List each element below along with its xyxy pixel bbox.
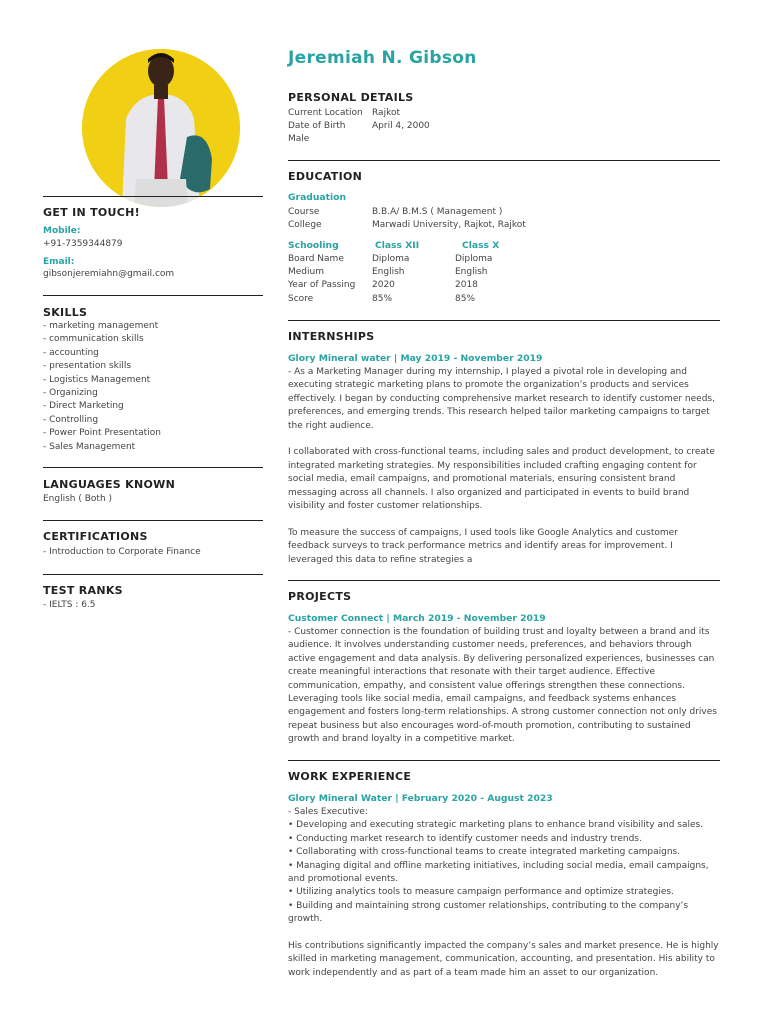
skill-item: - Direct Marketing <box>43 401 124 412</box>
internship-paragraph: - As a Marketing Manager during my internship, I played a pivotal role in developing and executing strategic marketing plans to promote the organization’s products and services effectively. I began by conducting comprehensive market research to identify customer needs, preferences, and emerging trends. This research helped tailor marketing campaigns to target the right audience. <box>288 367 715 431</box>
project-description: - Customer connection is the foundation of building trust and loyalty between a brand and its audience. It involves understanding customer needs, preferences, and behaviors through active engagement and data analysis. By delivering personalized experiences, businesses can create meaningful interactions that resonate with their target audience. Effective communication, empathy, and consistent value offerings strengthen these connections. Leveraging tools like social media, email campaigns, and feedback systems enhances engagement and fosters long-term relationships. A strong customer connection not only drives repeat business but also encourages word-of-mouth promotion, contributing to sustained growth and brand loyalty in a competitive market. <box>288 627 717 745</box>
board-x: Diploma <box>455 254 493 264</box>
test-ranks-heading: TEST RANKS <box>43 584 123 597</box>
test-rank-item: - IELTS : 6.5 <box>43 600 96 610</box>
work-title: Glory Mineral Water | February 2020 - August 2023 <box>288 793 553 804</box>
score-label: Score <box>288 294 314 304</box>
medium-x: English <box>455 267 488 277</box>
divider <box>43 196 263 197</box>
divider <box>288 320 720 321</box>
person-illustration <box>82 49 240 207</box>
certification-item: - Introduction to Corporate Finance <box>43 547 201 557</box>
skill-item: - Controlling <box>43 414 99 425</box>
skill-item: - presentation skills <box>43 361 132 372</box>
work-bullet: • Developing and executing strategic marketing plans to enhance brand visibility and sales. <box>288 820 704 831</box>
work-description <box>288 806 720 980</box>
contact-heading: GET IN TOUCH! <box>43 206 140 219</box>
email-label: Email: <box>43 257 75 267</box>
internship-description <box>288 366 720 567</box>
divider <box>288 580 720 581</box>
divider <box>43 520 263 521</box>
divider <box>43 467 263 468</box>
divider <box>43 574 263 575</box>
college-value: Marwadi University, Rajkot, Rajkot <box>372 220 526 230</box>
work-bullet: • Conducting market research to identify customer needs and industry trends. <box>288 833 642 844</box>
certifications-heading: CERTIFICATIONS <box>43 530 148 543</box>
education-heading: EDUCATION <box>288 170 363 183</box>
mobile-label: Mobile: <box>43 226 81 236</box>
projects-heading: PROJECTS <box>288 590 352 603</box>
personal-heading: PERSONAL DETAILS <box>288 91 414 104</box>
skill-item: - Sales Management <box>43 441 136 452</box>
skill-item: - Organizing <box>43 388 98 399</box>
year-label: Year of Passing <box>288 280 356 290</box>
work-heading: WORK EXPERIENCE <box>288 770 412 783</box>
score-x: 85% <box>455 294 476 304</box>
skill-item: - marketing management <box>43 321 159 331</box>
skills-heading: SKILLS <box>43 306 88 319</box>
internship-paragraph: I collaborated with cross-functional teams, including sales and product development, to create integrated marketing strategies. My responsibilities included crafting engaging content for social media, email campaigns, and promotional materials, ensuring consistent brand messaging across all channels. I also organized and participated in events to build brand visibility and foster customer relationships. <box>288 447 715 512</box>
work-role: - Sales Executive: <box>288 807 368 817</box>
location-value: Rajkot <box>372 108 400 118</box>
candidate-name: Jeremiah N. Gibson <box>288 48 477 68</box>
internship-paragraph: To measure the success of campaigns, I used tools like Google Analytics and customer feedback surveys to track performance metrics and identify areas for improvement. I leveraged this data to refine strategies a <box>288 527 678 565</box>
class-x-header: Class X <box>462 240 500 251</box>
work-bullet: • Managing digital and offline marketing initiatives, including social media, email campaigns, and promotional events. <box>288 860 709 885</box>
location-label: Current Location <box>288 108 363 118</box>
divider <box>288 760 720 761</box>
skills-list <box>43 320 161 454</box>
class-xii-header: Class XII <box>375 240 420 251</box>
gender-value: Male <box>288 134 310 144</box>
email-value: gibsonjeremiahn@gmail.com <box>43 269 175 279</box>
profile-photo <box>82 49 240 207</box>
internship-title: Glory Mineral water | May 2019 - November 2019 <box>288 353 543 364</box>
skill-item: - communication skills <box>43 334 144 345</box>
year-xii: 2020 <box>372 280 395 290</box>
languages-value: English ( Both ) <box>43 494 113 504</box>
board-label: Board Name <box>288 254 344 264</box>
graduation-label: Graduation <box>288 192 346 203</box>
board-xii: Diploma <box>372 254 410 264</box>
course-value: B.B.A/ B.M.S ( Management ) <box>372 207 503 217</box>
schooling-label: Schooling <box>288 240 339 251</box>
divider <box>288 160 720 161</box>
year-x: 2018 <box>455 280 478 290</box>
work-bullet: • Building and maintaining strong customer relationships, contributing to the company’s growth. <box>288 900 689 925</box>
work-bullet: • Utilizing analytics tools to measure campaign performance and optimize strategies. <box>288 887 674 898</box>
course-label: Course <box>288 207 320 217</box>
project-title: Customer Connect | March 2019 - November 2019 <box>288 613 546 624</box>
skill-item: - Logistics Management <box>43 374 151 385</box>
dob-value: April 4, 2000 <box>372 121 430 131</box>
work-summary: His contributions significantly impacted the company’s sales and market presence. He is highly skilled in marketing management, communication, accounting, and presentation. His ability to work independently and as part of a team made him an asset to our organization. <box>288 941 719 978</box>
divider <box>43 295 263 296</box>
work-bullet: • Collaborating with cross-functional teams to create integrated marketing campaigns. <box>288 847 681 858</box>
medium-label: Medium <box>288 267 324 277</box>
medium-xii: English <box>372 267 405 277</box>
internships-heading: INTERNSHIPS <box>288 330 375 343</box>
dob-label: Date of Birth <box>288 121 346 131</box>
skill-item: - accounting <box>43 347 99 358</box>
college-label: College <box>288 220 322 230</box>
mobile-value: +91-7359344879 <box>43 239 123 249</box>
languages-heading: LANGUAGES KNOWN <box>43 478 176 491</box>
score-xii: 85% <box>372 294 393 304</box>
skill-item: - Power Point Presentation <box>43 428 161 439</box>
